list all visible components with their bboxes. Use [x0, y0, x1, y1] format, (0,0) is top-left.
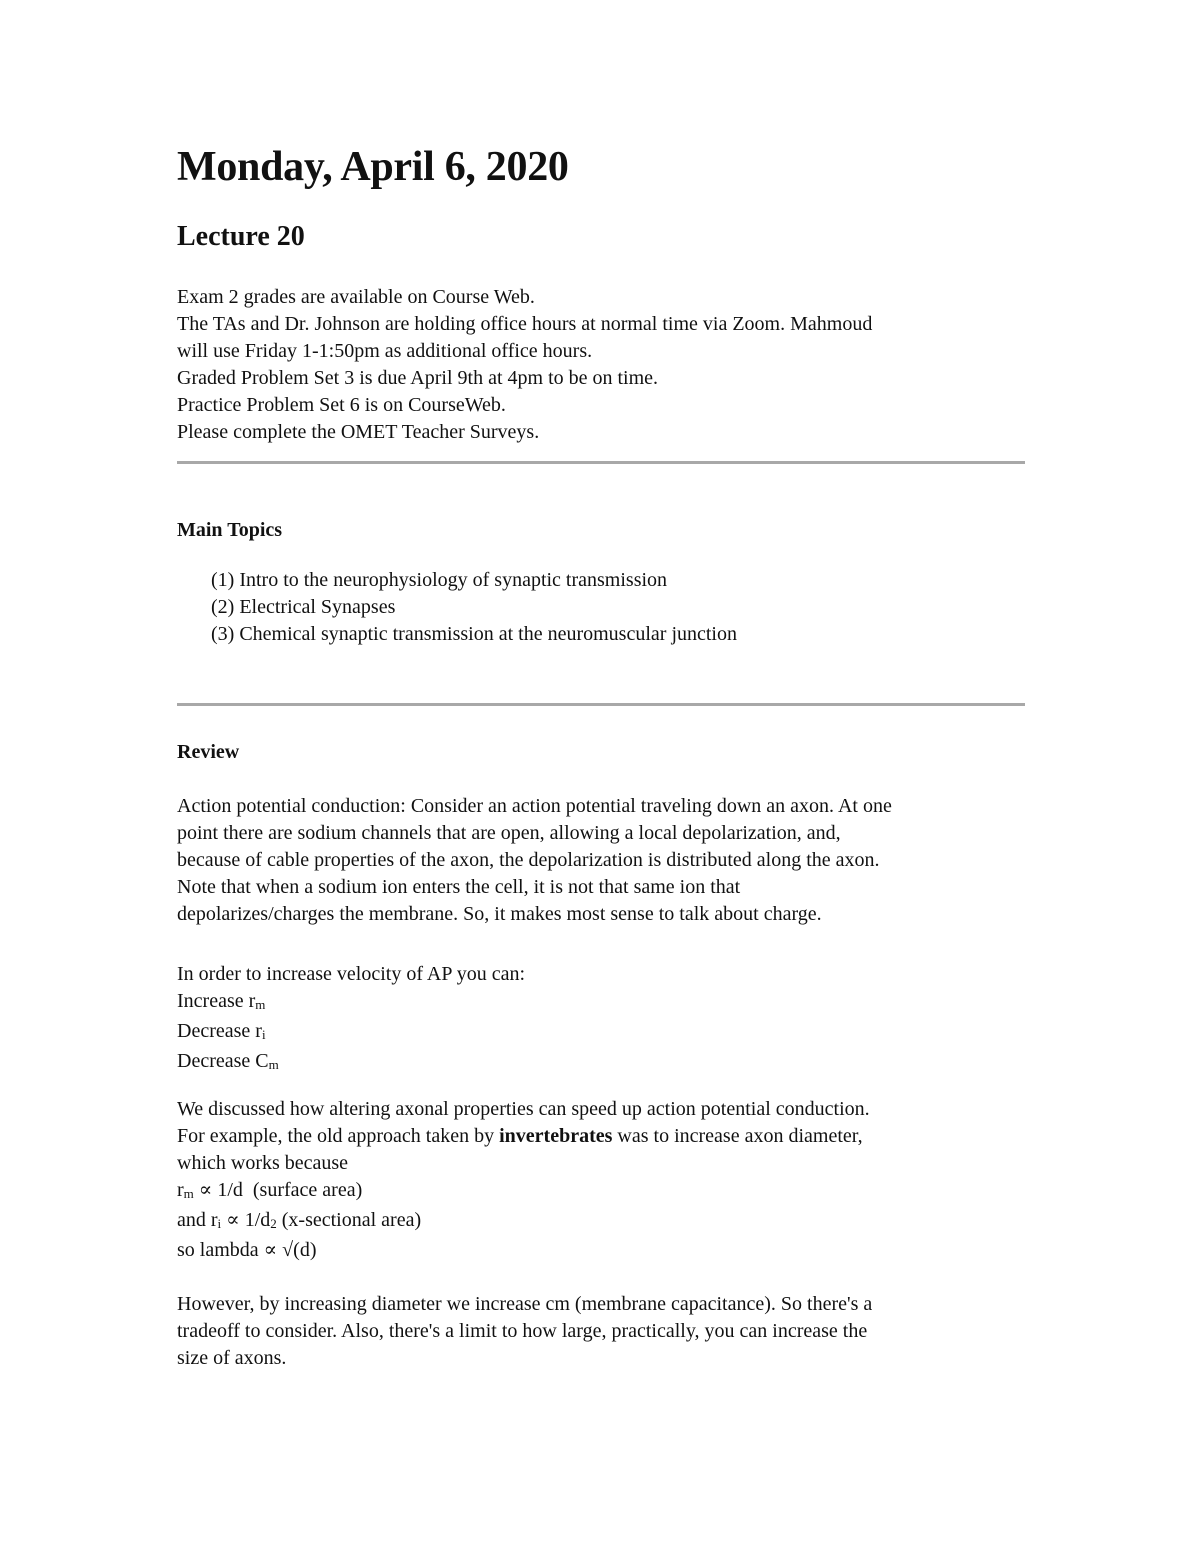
main-topics-heading: Main Topics: [177, 519, 283, 541]
section-divider: [177, 703, 1025, 706]
velocity-item-increase-rm: [177, 988, 1025, 1018]
formula-ri: [177, 1207, 1025, 1237]
announcement-line: Graded Problem Set 3 is due April 9th at 4pm to be on time.: [177, 367, 659, 389]
announcement-line: Please complete the OMET Teacher Surveys.: [177, 421, 540, 443]
subscript: m: [183, 1186, 194, 1201]
announcement-line: Practice Problem Set 6 is on CourseWeb.: [177, 394, 506, 416]
section-divider: [177, 461, 1025, 464]
paragraph-line: which works because: [177, 1152, 349, 1174]
paragraph-line: because of cable properties of the axon, the depolarization is distributed along the axon.: [177, 849, 880, 871]
velocity-intro: In order to increase velocity of AP you can:: [177, 963, 526, 985]
announcements: [177, 284, 1025, 446]
paragraph-line: Action potential conduction: Consider an action potential traveling down an axon. At one: [177, 795, 892, 817]
page-title-date: Monday, April 6, 2020: [177, 144, 569, 190]
text-run: ∝ 1/d (surface area): [193, 1179, 363, 1201]
paragraph-line: size of axons.: [177, 1347, 287, 1369]
lecture-title: Lecture 20: [177, 221, 305, 252]
subscript: m: [268, 1057, 279, 1072]
topic-item: (1) Intro to the neurophysiology of synaptic transmission: [211, 569, 668, 591]
text-run: For example, the old approach taken by: [177, 1125, 500, 1147]
main-topics-list: [211, 567, 737, 648]
subscript: i: [261, 1027, 266, 1042]
subscript: 2: [270, 1216, 277, 1231]
axon-diameter-paragraph: [177, 1096, 1025, 1264]
velocity-item-text: Decrease C: [177, 1050, 269, 1072]
paragraph-line: depolarizes/charges the membrane. So, it makes most sense to talk about charge.: [177, 903, 822, 925]
conduction-paragraph: [177, 793, 1025, 928]
paragraph-line: point there are sodium channels that are open, allowing a local depolarization, and,: [177, 822, 841, 844]
text-run: and r: [177, 1209, 218, 1231]
paragraph-line: We discussed how altering axonal properties can speed up action potential conduction.: [177, 1098, 870, 1120]
formula-rm: [177, 1177, 1025, 1207]
paragraph-line: tradeoff to consider. Also, there's a limit to how large, practically, you can increase the: [177, 1320, 868, 1342]
paragraph-line: Note that when a sodium ion enters the cell, it is not that same ion that: [177, 876, 741, 898]
velocity-item-text: Increase r: [177, 990, 256, 1012]
paragraph-line: However, by increasing diameter we increase cm (membrane capacitance). So there's a: [177, 1293, 873, 1315]
review-heading: Review: [177, 741, 240, 763]
tradeoff-paragraph: [177, 1291, 1025, 1372]
text-run: was to increase axon diameter,: [612, 1125, 863, 1147]
emphasis-invertebrates: invertebrates: [499, 1125, 613, 1147]
announcement-line: The TAs and Dr. Johnson are holding office hours at normal time via Zoom. Mahmoud: [177, 313, 873, 335]
topic-item: (2) Electrical Synapses: [211, 596, 396, 618]
subscript: i: [217, 1216, 222, 1231]
text-run: ∝ 1/d: [221, 1209, 271, 1231]
text-run: (x-sectional area): [276, 1209, 422, 1231]
subscript: m: [255, 997, 266, 1012]
announcement-line: will use Friday 1-1:50pm as additional office hours.: [177, 340, 593, 362]
velocity-item-decrease-cm: [177, 1048, 1025, 1078]
velocity-list: [177, 961, 1025, 1078]
velocity-item-decrease-ri: [177, 1018, 1025, 1048]
text-run: r: [177, 1179, 184, 1201]
topic-item: (3) Chemical synaptic transmission at the neuromuscular junction: [211, 623, 737, 645]
velocity-item-text: Decrease r: [177, 1020, 262, 1042]
announcement-line: Exam 2 grades are available on Course Web.: [177, 286, 535, 308]
formula-lambda: so lambda ∝ √(d): [177, 1239, 317, 1261]
paragraph-line: [177, 1123, 1025, 1150]
